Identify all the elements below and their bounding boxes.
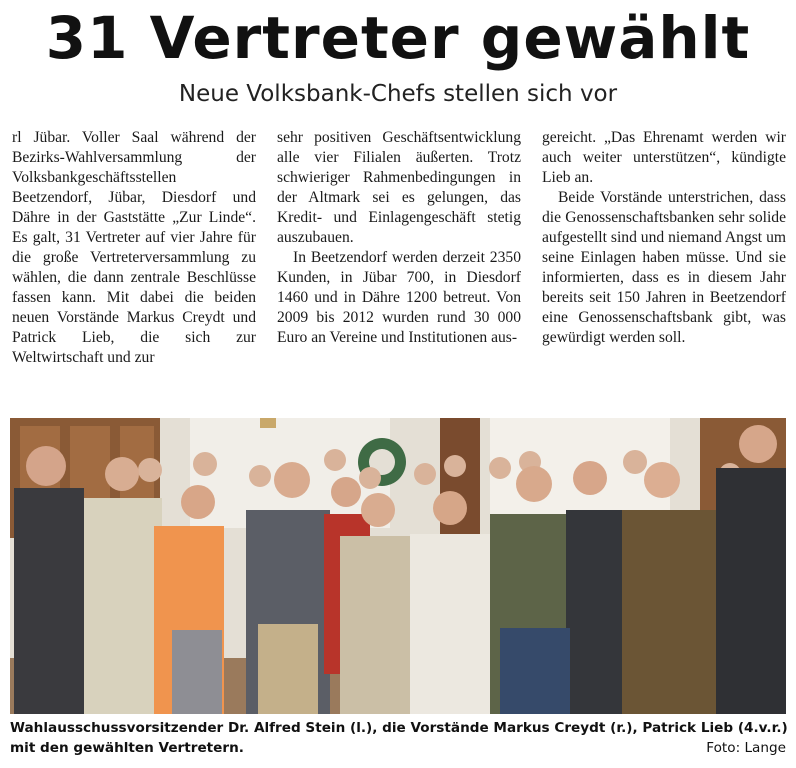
caption-line-1: Wahlausschussvorsitzender Dr. Alfred Stein (l.), die Vorstände Markus Creydt (r.), Patrick Lieb (4.v.r.)	[10, 720, 788, 736]
author-tag: rl Jübar.	[12, 129, 71, 146]
group-photo	[10, 418, 786, 714]
article-column-2	[277, 128, 521, 348]
headline: 31 Vertreter gewählt	[45, 4, 751, 72]
article-paragraph: gereicht. „Das Ehrenamt werden wir auch weiter unterstützen“, kündigte Lieb an.	[542, 129, 786, 186]
article-paragraph	[12, 128, 256, 368]
subheadline: Neue Volksbank-Chefs stellen sich vor	[178, 81, 618, 107]
article-column-1	[12, 128, 256, 368]
group-photo-illustration	[10, 418, 786, 714]
article-paragraph: sehr positiven Geschäftsentwicklung alle vier Filialen äußerten. Trotz schwieriger Rahmenbedingungen in der Altmark sei es gelungen, das Kredit- und Einlagengeschäft stetig auszubauen.	[277, 129, 521, 246]
photo-credit: Foto: Lange	[706, 740, 786, 756]
article-paragraph: In Beetzendorf werden derzeit 2350 Kunden, in Jübar 700, in Diesdorf 1460 und in Dähre 1200 betreut. Von 2009 bis 2012 wurden rund 30 000 Euro an Vereine und Institutionen aus-	[277, 249, 521, 346]
caption-line-2-row	[10, 738, 786, 758]
paragraph-text: Voller Saal während der Bezirks-Wahlversammlung der Volksbankgeschäftsstellen Beetzendorf, Jübar, Diesdorf und Dähre in der Gaststätte „Zur Linde“. Es galt, 31 Vertreter auf vier Jahre für die große Vertreterversammlung zu wählen, die dann zentrale Beschlüsse fassen kann. Mit dabei die beiden neuen Vorstände Markus Creydt und Patrick Lieb, die sich zur Weltwirtschaft und zur	[12, 129, 256, 366]
article-column-3	[542, 128, 786, 348]
photo-caption	[10, 718, 786, 758]
caption-line-2: mit den gewählten Vertretern.	[10, 740, 244, 756]
article-paragraph: Beide Vorstände unterstrichen, dass die Genossenschaftsbanken sehr solide aufgestellt sind und niemand Angst um seine Einlagen haben müsse. Und sie informierten, dass es in diesem Jahr bereits seit 150 Jahren in Beetzendorf eine Genossenschaftsbank gibt, was gewürdigt werden soll.	[542, 189, 786, 346]
